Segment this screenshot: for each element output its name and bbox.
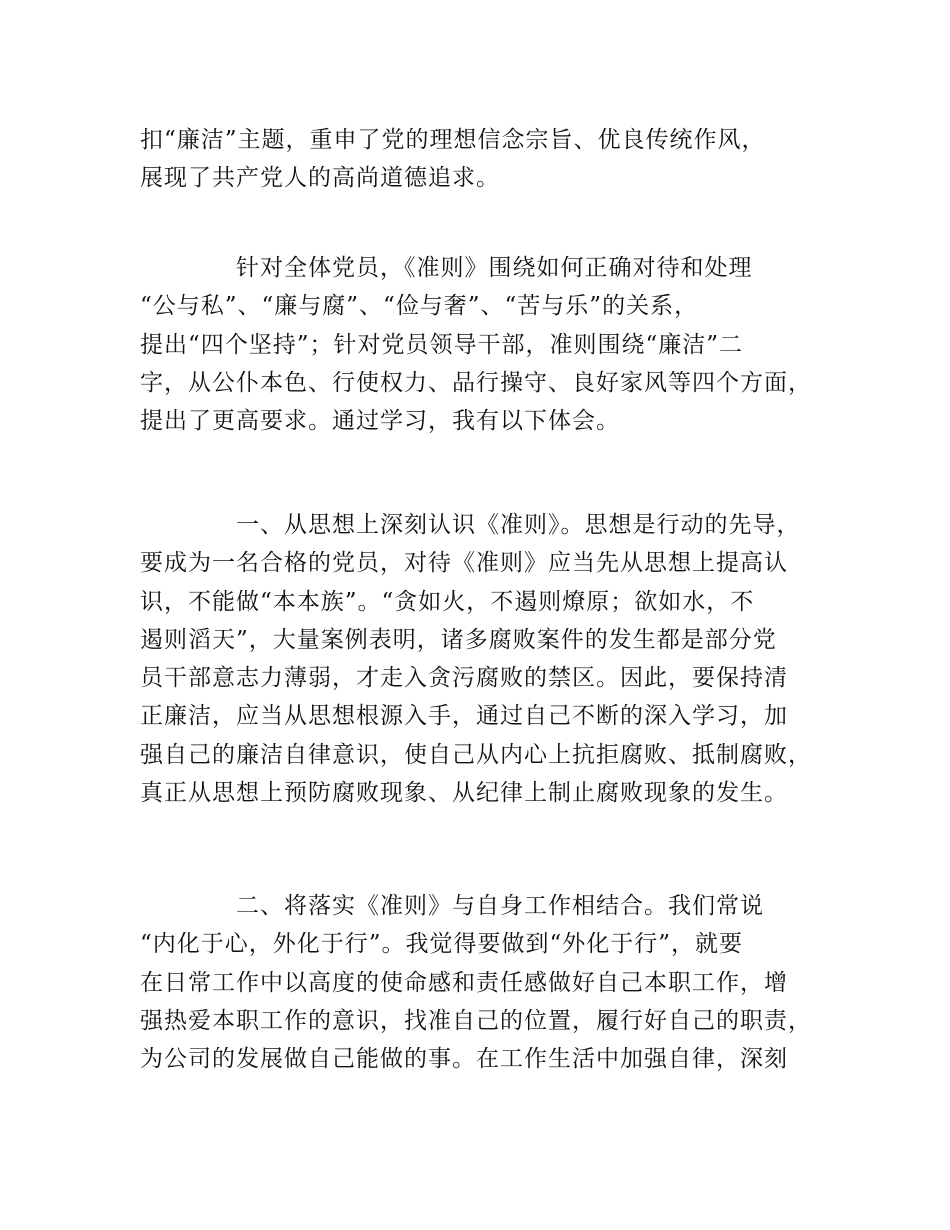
text-line: 正廉洁，应当从思想根源入手，通过自己不断的深入学习，加 <box>140 703 788 730</box>
text-line: 一、从思想上深刻认识《准则》。思想是行动的先导， <box>236 512 801 538</box>
text-line: 在日常工作中以高度的使命感和责任感做好自己本职工作，增 <box>140 969 788 996</box>
paragraph-intro-continuation <box>140 121 840 198</box>
text-line: 扣“廉洁”主题，重申了党的理想信念宗旨、优良传统作风， <box>140 127 766 153</box>
text-line: 员干部意志力薄弱，才走入贪污腐败的禁区。因此，要保持清 <box>140 665 788 692</box>
text-line: “公与私”、“廉与腐”、“俭与奢”、“苦与乐”的关系， <box>140 293 699 320</box>
paragraph-overview <box>140 249 840 440</box>
text-line: 强热爱本职工作的意识，找准自己的位置，履行好自己的职责， <box>140 1007 812 1034</box>
text-line: 要成为一名合格的党员，对待《准则》应当先从思想上提高认 <box>140 550 788 577</box>
text-line: 展现了共产党人的高尚道德追求。 <box>140 165 500 192</box>
text-line: 为公司的发展做自己能做的事。在工作生活中加强自律，深刻 <box>140 1046 788 1073</box>
text-line: 真正从思想上预防腐败现象、从纪律上制止腐败现象的发生。 <box>140 780 788 807</box>
text-line: 提出“四个坚持”；针对党员领导干部，准则围绕“廉洁”二 <box>140 331 744 358</box>
text-line: 二、将落实《准则》与自身工作相结合。我们常说 <box>236 893 764 919</box>
text-line: 强自己的廉洁自律意识，使自己从内心上抗拒腐败、抵制腐败， <box>140 741 812 768</box>
text-line: 针对全体党员，《准则》围绕如何正确对待和处理 <box>236 255 753 281</box>
text-line: 字，从公仆本色、行使权力、品行操守、良好家风等四个方面， <box>140 369 812 396</box>
text-line: 遏则滔天”，大量案例表明，诸多腐败案件的发生都是部分党 <box>140 626 777 653</box>
paragraph-point-two <box>140 887 840 1078</box>
text-line: 提出了更高要求。通过学习，我有以下体会。 <box>140 408 620 435</box>
paragraph-point-one <box>140 506 840 812</box>
text-line: 识，不能做“本本族”。“贪如火，不遏则燎原；欲如水，不 <box>140 588 755 615</box>
text-line: “内化于心，外化于行”。我觉得要做到“外化于行”，就要 <box>140 931 744 958</box>
